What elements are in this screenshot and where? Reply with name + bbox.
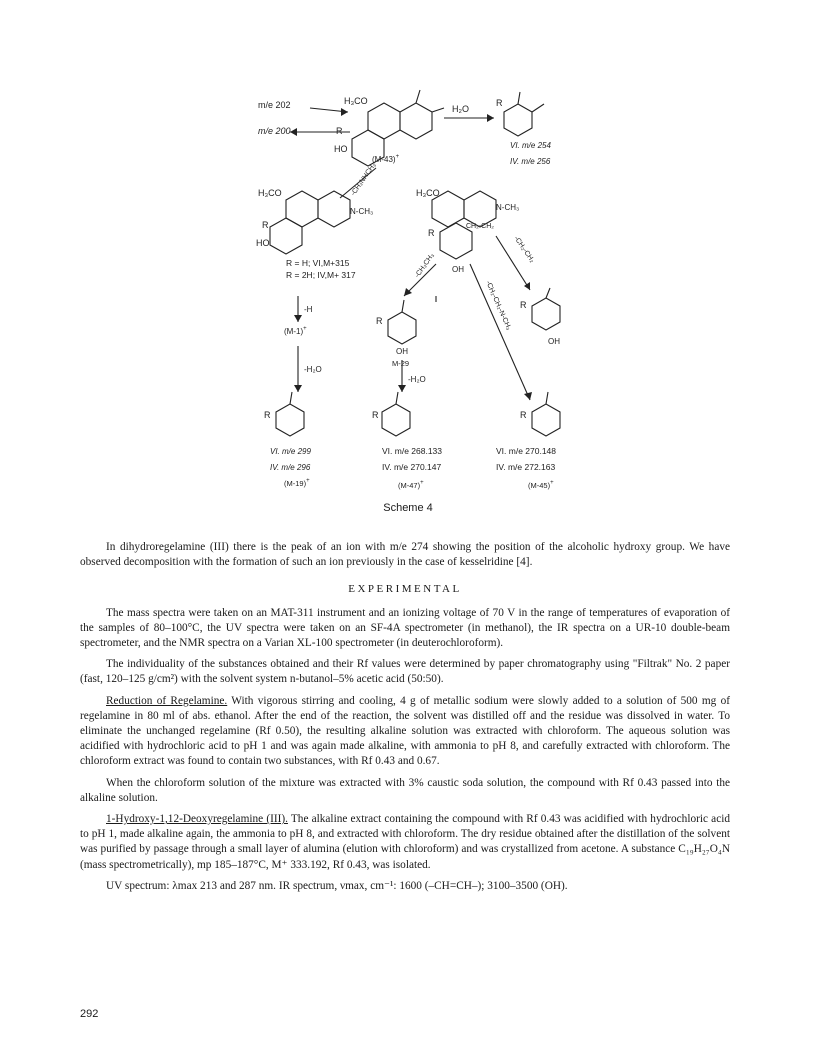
scheme-nch3-mid: N-CH₃: [496, 203, 520, 212]
scheme-oh-right: OH: [548, 337, 560, 346]
scheme-ch2ch2-mid: CH₂-CH₂: [466, 223, 494, 230]
scheme-label-iv272: IV. m/e 272.163: [496, 462, 556, 472]
scheme-label-vi299: VI. m/e 299: [270, 447, 311, 456]
paragraph-dihydroregelamine: In dihydroregelamine (III) there is the peak of an ion with m/e 274 showing the position of the alcoholic hydroxy group. We have observed decomposition with the formation of such an ion previously in the case of kesselridine [4].: [80, 541, 730, 569]
scheme-ho-left: HO: [256, 238, 270, 248]
scheme-oh-mid: OH: [452, 265, 464, 274]
scheme-r-center: R: [376, 316, 383, 326]
scheme-label-m45: (M-45)+: [528, 480, 554, 490]
paragraph-reduction: [80, 694, 730, 770]
scheme-r-bl: R: [264, 410, 271, 420]
scheme-label-m43: (M-43)+: [372, 154, 400, 164]
paragraph-chromatography: The individuality of the substances obtained and their Rf values were determined by paper chromatography using "Filtrak" No. 2 paper (fast, 120–125 g/cm²) with the solvent system n-butanol–5% acetic acid (50:50).: [80, 658, 730, 686]
scheme-label-vi254: VI. m/e 254: [510, 141, 551, 150]
scheme-note-vi: R = H; VI,M+315: [286, 258, 350, 268]
scheme-loss-h: -H: [304, 305, 313, 314]
scheme-label-m19: (M-19)+: [284, 478, 310, 488]
scheme-h3co-left: H₃CO: [258, 188, 282, 198]
scheme-h3co-top: H₃CO: [344, 96, 368, 106]
scheme-caption: Scheme 4: [383, 502, 433, 514]
paragraph-instruments: The mass spectra were taken on an MAT-311 instrument and an ionizing voltage of 70 V in the range of temperatures of evaporation of the samples of 80–100°C, the UV spectra were taken on an SF-4A spectrometer (in methanol), the IR spectra on a UR-10 double-beam spectrometer, and the NMR spectra on a Varian XL-100 spectrometer (in deuterochloroform).: [80, 606, 730, 650]
paragraph-spectra: UV spectrum: λmax 213 and 287 nm. IR spectrum, νmax, cm⁻¹: 1600 (–CH=CH–); 3100–3500 (OH).: [106, 879, 568, 892]
scheme-label-m1: (M-1)+: [284, 326, 307, 336]
page-number: 292: [80, 1008, 99, 1020]
scheme-r-left: R: [262, 220, 269, 230]
scheme-loss-h2o-left: -H₂O: [304, 365, 322, 374]
scheme-label-me202: m/e 202: [258, 100, 291, 110]
scheme-label-iv270: IV. m/e 270.147: [382, 462, 442, 472]
scheme-r-mid: R: [428, 228, 435, 238]
scheme-arrow-label-ch2nhch3: -CH₂NHCH₃: [349, 161, 378, 198]
scheme-label-vi268: VI. m/e 268.133: [382, 446, 443, 456]
scheme-label-me200: m/e 200: [258, 126, 291, 136]
scheme-oh-center: OH: [396, 347, 408, 356]
scheme-label-m47: (M-47)+: [398, 480, 424, 490]
scheme-arrow-label-ch2ch2: -CH₂-CH₂: [512, 235, 536, 264]
scheme-arrow-label-ch2ch3: -CH₂CH₃: [413, 252, 436, 280]
scheme-label-m29: M-29: [392, 359, 410, 368]
paragraph-extraction: When the chloroform solution of the mixture was extracted with 3% caustic soda solution, the compound with Rf 0.43 passed into the alkaline solution.: [80, 776, 730, 804]
scheme-r-right: R: [520, 300, 527, 310]
scheme-label-vi270: VI. m/e 270.148: [496, 446, 557, 456]
subheading-reduction: Reduction of Regelamine.: [106, 694, 228, 707]
scheme-label-iv256: IV. m/e 256: [510, 157, 551, 166]
scheme-reagent-h2o: H₂O: [452, 104, 469, 114]
scheme-note-iv: R = 2H; IV,M+ 317: [286, 270, 356, 280]
scheme-r-topright: R: [496, 98, 503, 108]
scheme-r-bc: R: [372, 410, 379, 420]
paragraph-compound-iii-text: The alkaline extract containing the compound with Rf 0.43 was acidified with hydrochloric acid to pH 1, made alkaline again, the ammonia to pH 8, and extracted with chloroform. The dry residue obtained after the distillation of the solvent was purified by passage through a small layer of alumina (elution with chloroform) and was crystallized from acetone. A substance C₁₉H₂₇O₄N (mass spectrometrically), mp 185–187°C, M⁺ 333.192, Rf 0.43, was isolated.: [80, 813, 730, 871]
scheme-ho-top: HO: [334, 144, 348, 154]
paragraph-compound-iii: [80, 812, 730, 873]
scheme-r-top: R: [336, 126, 343, 136]
reaction-scheme: [0, 0, 816, 520]
article-body: [80, 540, 730, 900]
scheme-loss-h2o-center: -H₂O: [408, 375, 426, 384]
scheme-nch3-left: N-CH₃: [350, 207, 374, 216]
section-heading-experimental: EXPERIMENTAL: [348, 583, 462, 596]
scheme-label-iv296: IV. m/e 296: [270, 463, 311, 472]
scheme-h3co-mid: H₃CO: [416, 188, 440, 198]
scheme-arrow-label-long: -CH₂-CH₂-N-CH₃: [484, 279, 513, 332]
scheme-r-br: R: [520, 410, 527, 420]
paragraph-reduction-text: With vigorous stirring and cooling, 4 g of metallic sodium were slowly added to a solution of 500 mg of regelamine in 80 ml of abs. ethanol. After the end of the reaction, the solvent was distilled off and the residue was dissolved in water. To eliminate the unchanged regelamine (Rf 0.50), the resulting alkaline solution was extracted with chloroform. The aqueous solution was acidified with hydrochloric acid to pH 1 and was again made alkaline, with ammonia to pH 8, and carefully extracted with chloroform. The chloroform extract was found to contain two substances, with Rf 0.43 and 0.67.: [80, 694, 730, 768]
subheading-compound-iii: 1-Hydroxy-1,12-Deoxyregelamine (III).: [106, 813, 288, 826]
